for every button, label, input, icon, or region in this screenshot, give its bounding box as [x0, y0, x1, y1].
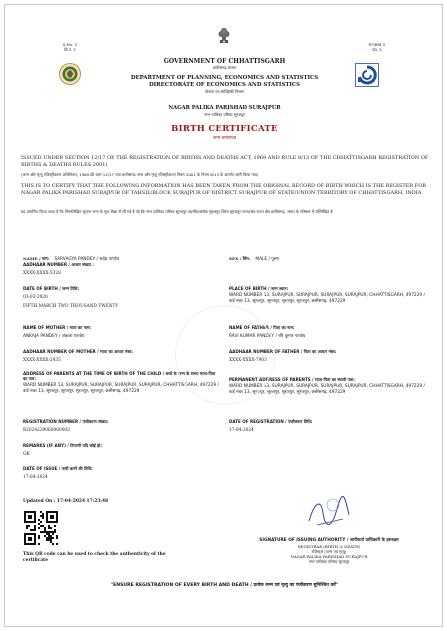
- registration-number-label: REGISTRATION NUMBER / पंजीकरण संख्या:: [23, 419, 109, 424]
- aadhaar-label: AADHAAR NUMBER / आधार संख्या :: [23, 262, 94, 267]
- serial-code-hi: बि.पं. 5: [64, 46, 76, 52]
- updated-on: Updated On : 17-04-2024 17:23:48: [23, 499, 109, 504]
- field-registration-date: [229, 419, 429, 434]
- date-of-issue-value: 17-04-2024: [23, 475, 48, 481]
- signature-icon: [303, 491, 355, 535]
- ensure-registration-note: "ENSURE REGISTRATION OF EVERY BIRTH AND DEATH / प्रत्येक जन्म एवं मृत्यु का पंजीकरण सुनिश्चित करें": [110, 583, 339, 588]
- remarks-label: REMARKS (IF ANY) / टिप्पणी यदि कोई हो:: [23, 443, 102, 448]
- sex-value: MALE / पुरुष: [255, 257, 279, 262]
- form-code-en: FORM 5: [368, 42, 386, 47]
- serial-code: [55, 43, 85, 53]
- registration-number-value: B2024229060000003: [23, 428, 70, 434]
- permanent-address-value: WARD NUMBER 13, SURAJPUR, SURAJPUR, SURAJPUR, SURAJPUR, CHHATTISGARH, 497229 / वार्ड नंबर 13, सूरजपुर, सूरजपुर, सूरजपुर, सूरजपुर, छत्तीसगढ़, 497229: [229, 384, 425, 395]
- field-registration-number: [23, 419, 213, 434]
- issued-under-text-hi: (जन्म और मृत्यु रजिस्ट्रीकरण अधिनियम, 1969 की धारा 12/17 तथा छत्तीसगढ़ जन्म और मृत्यु रजिस्ट्रीकरण नियम 2001 के नियम 8/13 के अंतर्गत जारी किया गया): [21, 172, 259, 177]
- registration-date-label: DATE OF REGISTRATION / पंजीकरण तिथि:: [229, 419, 313, 424]
- mother-value: ANKAJA PANDEY / अंकजा पाण्डेय: [23, 334, 85, 340]
- address-at-birth-label: ADDRESS OF PARENTS AT THE TIME OF BIRTH OF THE CHILD / बच्चे के जन्म के समय माता-पिता का पता:: [23, 371, 216, 382]
- field-remarks: [23, 443, 213, 458]
- registrar-office: NAGAR PALIKA PARISHAD SURAJPUR: [290, 554, 368, 560]
- aadhaar-value: XXXX-XXXX-5328: [23, 271, 61, 277]
- office-title-hi: नगर पालिका परिषद सूरजपुर: [204, 111, 245, 117]
- name-label: NAME / नाम:: [23, 256, 50, 261]
- registrar-title: REGISTRAR (BIRTH & DEATH): [297, 544, 361, 550]
- form-code: [362, 43, 392, 53]
- dob-value: 03-03-2020: [23, 295, 48, 301]
- name-value: SARVAGYA PANDEY / सर्वज्ञ पाण्डेय: [54, 257, 120, 262]
- certify-text-hi: यह प्रमाणित किया जाता है कि निम्नलिखित सूचना जन्म के मूल लेखा से ली गई है जो कि नगर पालिका परिषद सूरजपुर तहसील/ब्लॉक सूरजपुर जिला सूरजपुर राज्य/संघ राज्य क्षेत्र छत्तीसगढ़, भारत के रजिस्टर में उल्लिखित है: [21, 209, 333, 214]
- field-date-of-issue: [23, 466, 213, 481]
- qr-note: This QR code can be used to check the authenticity of the certificate: [23, 552, 166, 563]
- government-title: GOVERNMENT OF CHHATTISGARH: [163, 58, 286, 65]
- qr-code-icon: [24, 511, 58, 545]
- father-aadhaar-label: AADHAAR NUMBER OF FATHER / पिता का आधार नंबर:: [229, 349, 337, 354]
- national-emblem-icon: [216, 25, 232, 45]
- registrar-title-hi: रजिस्ट्रार (जन्म एवं मृत्यु): [311, 549, 347, 555]
- field-sex: [229, 245, 429, 264]
- mother-label: NAME OF MOTHER / माता का नाम:: [23, 325, 92, 330]
- issuing-authority: [229, 538, 429, 565]
- address-at-birth-value: WARD NUMBER 13, SURAJPUR, SURAJPUR, SURAJPUR, SURAJPUR, CHHATTISGARH, 497229 / वार्ड नंबर 13, सूरजपुर, सूरजपुर, सूरजपुर, सूरजपुर, छत्तीसगढ़, 497229: [23, 383, 219, 395]
- dob-label: DATE OF BIRTH / जन्म तिथि:: [23, 286, 80, 291]
- registration-date-value: 17-04-2024: [229, 428, 254, 434]
- directorate-title-hi: योजना एवं सांख्यिकी विभाग: [204, 89, 245, 95]
- mother-aadhaar-value: XXXX-XXXX-2435: [23, 358, 61, 364]
- father-label: NAME OF FATHER / पिता का नाम:: [229, 325, 295, 330]
- pob-value: WARD NUMBER 13, SURAJPUR, SURAJPUR, SURAJPUR, SURAJPUR, CHHATTISGARH, 497229 / वार्ड नंबर 13, सूरजपुर, सूरजपुर, सूरजपुर, सूरजपुर, छत्तीसगढ़, 497229: [229, 293, 425, 304]
- certificate-page: [4, 4, 443, 627]
- dob-words: FIFTH MARCH TWO THOUSAND TWENTY: [23, 303, 119, 309]
- serial-code-en: S.No. 1: [62, 42, 78, 47]
- directorate-title: DIRECTORATE OF ECONOMICS AND STATISTICS: [148, 82, 301, 89]
- father-value: RAVI KUMAR PANDEY / रवि कुमार पाण्डेय: [229, 334, 306, 340]
- mother-aadhaar-label: AADHAAR NUMBER OF MOTHER / माता का आधार नंबर:: [23, 349, 133, 354]
- form-code-hi: प्रप. 5: [372, 46, 382, 52]
- certificate-title-hi: जन्म प्रमाणपत्र: [212, 136, 237, 141]
- permanent-address-label: PERMANENT ADDRESS OF PARENTS / माता-पिता का स्थायी पता:: [229, 377, 355, 382]
- father-aadhaar-value: XXXX-XXXX-7903: [229, 358, 267, 364]
- sex-label: SEX / लिंग:: [229, 256, 251, 261]
- certify-text: THIS IS TO CERTIFY THAT THE FOLLOWING INFORMATION HAS BEEN TAKEN FROM THE ORIGINAL RECORD OF BIRTH WHICH IS THE REGISTER FOR NAGAR PALIKA PARISHAD SURAJPUR OF TAHSIL/BLOCK SURAJPUR OF DISTRICT SURAJPUR OF STATE/UNION TERRITORY OF CHHATTISGARH, INDIA: [21, 183, 427, 196]
- watermark: [175, 305, 275, 405]
- government-title-hi: छत्तीसगढ़ शासन: [212, 65, 237, 70]
- pob-label: PLACE OF BIRTH / जन्म स्थान:: [229, 286, 289, 291]
- office-title: NAGAR PALIKA PARISHAD SURAJPUR: [168, 105, 281, 111]
- registrar-office-hi: नगर पालिका परिषद सूरजपुर: [308, 558, 350, 564]
- certificate-title: BIRTH CERTIFICATE: [171, 124, 278, 134]
- field-aadhaar: [23, 262, 213, 277]
- date-of-issue-label: DATE OF ISSUE / जारी करने की तिथि:: [23, 466, 93, 471]
- field-dob: [23, 286, 213, 310]
- issued-under-text: ISSUED UNDER SECTION 12/17 OF THE REGISTRATION OF BIRTHS AND DEATHS ACT, 1969 AND RULE 8/13 OF THE CHHATTISGARH REGISTRATION OF BIRTHS & DEATHS RULES 2001): [21, 155, 429, 168]
- field-pob: [229, 286, 429, 305]
- signature-label: SIGNATURE OF ISSUING AUTHORITY / जारीकर्ता प्राधिकारी के हस्ताक्षर: [259, 538, 399, 543]
- department-title: DEPARTMENT OF PLANNING, ECONOMICS AND STATISTICS: [130, 75, 319, 81]
- remarks-value: OK: [23, 452, 30, 458]
